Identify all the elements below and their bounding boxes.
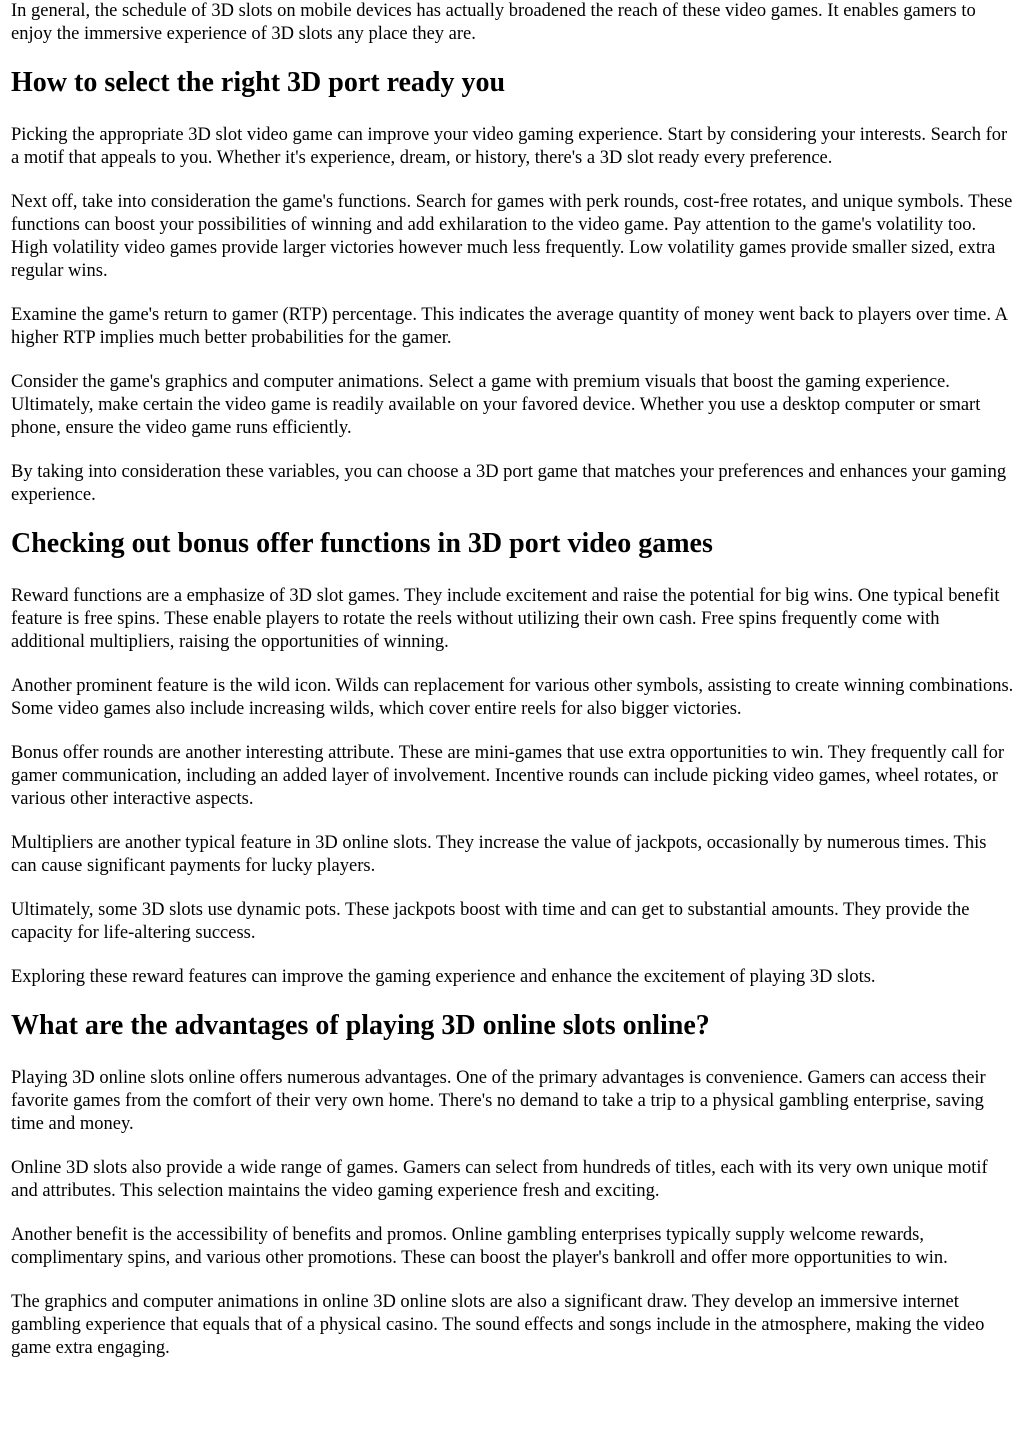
paragraph: Online 3D slots also provide a wide range of games. Gamers can select from hundreds of titles, each with its very own unique motif and attributes. This selection maintains the video gaming experience fresh and exciting.	[11, 1158, 988, 1201]
section-heading-advantages-online: What are the advantages of playing 3D online slots online?	[11, 1010, 710, 1041]
paragraph: Consider the game's graphics and computer animations. Select a game with premium visuals that boost the gaming experience. Ultimately, make certain the video game is readily available on your favored device. Whether you use a desktop computer or smart phone, ensure the video game runs efficiently.	[11, 372, 981, 438]
paragraph: By taking into consideration these variables, you can choose a 3D port game that matches your preferences and enhances your gaming experience.	[11, 462, 1007, 505]
paragraph: The graphics and computer animations in online 3D online slots are also a significant draw. They develop an immersive internet gambling experience that equals that of a physical casino. The sound effects and songs include in the atmosphere, making the video game extra engaging.	[11, 1292, 985, 1358]
paragraph: Another prominent feature is the wild icon. Wilds can replacement for various other symbols, assisting to create winning combinations. Some video games also include increasing wilds, which cover entire reels for also bigger victories.	[11, 676, 1014, 719]
paragraph: Bonus offer rounds are another interesting attribute. These are mini-games that use extra opportunities to win. They frequently call for gamer communication, including an added layer of involvement. Incentive rounds can include picking video games, wheel rotates, or various other interactive aspects.	[11, 743, 1005, 809]
paragraph: Playing 3D online slots online offers numerous advantages. One of the primary advantages is convenience. Gamers can access their favorite games from the comfort of their very own home. There's no demand to take a trip to a physical gambling enterprise, saving time and money.	[11, 1068, 986, 1134]
paragraph: Reward functions are a emphasize of 3D slot games. They include excitement and raise the potential for big wins. One typical benefit feature is free spins. These enable players to rotate the reels without utilizing their own cash. Free spins frequently come with additional multipliers, raising the opportunities of winning.	[11, 586, 1000, 652]
section-heading-bonus-features: Checking out bonus offer functions in 3D port video games	[11, 528, 713, 559]
paragraph: Picking the appropriate 3D slot video game can improve your video gaming experience. Start by considering your interests. Search for a motif that appeals to you. Whether it's experience, dream, or history, there's a 3D slot ready every preference.	[11, 125, 1008, 168]
paragraph: Next off, take into consideration the game's functions. Search for games with perk rounds, cost-free rotates, and unique symbols. These functions can boost your possibilities of winning and add exhilaration to the video game. Pay attention to the game's volatility too. High volatility video games provide larger victories however much less frequently. Low volatility games provide smaller sized, extra regular wins.	[11, 192, 1013, 281]
paragraph: Examine the game's return to gamer (RTP) percentage. This indicates the average quantity of money went back to players over time. A higher RTP implies much better probabilities for the gamer.	[11, 305, 1007, 348]
intro-paragraph: In general, the schedule of 3D slots on mobile devices has actually broadened the reach of these video games. It enables gamers to enjoy the immersive experience of 3D slots any place they are.	[11, 1, 976, 44]
paragraph: Another benefit is the accessibility of benefits and promos. Online gambling enterprises typically supply welcome rewards, complimentary spins, and various other promotions. These can boost the player's bankroll and offer more opportunities to win.	[11, 1225, 948, 1268]
section-heading-select-3d-slot: How to select the right 3D port ready you	[11, 67, 506, 98]
paragraph: Exploring these reward features can improve the gaming experience and enhance the excitement of playing 3D slots.	[11, 967, 876, 987]
paragraph: Multipliers are another typical feature in 3D online slots. They increase the value of jackpots, occasionally by numerous times. This can cause significant payments for lucky players.	[11, 833, 987, 876]
paragraph: Ultimately, some 3D slots use dynamic pots. These jackpots boost with time and can get to substantial amounts. They provide the capacity for life-altering success.	[11, 900, 970, 943]
